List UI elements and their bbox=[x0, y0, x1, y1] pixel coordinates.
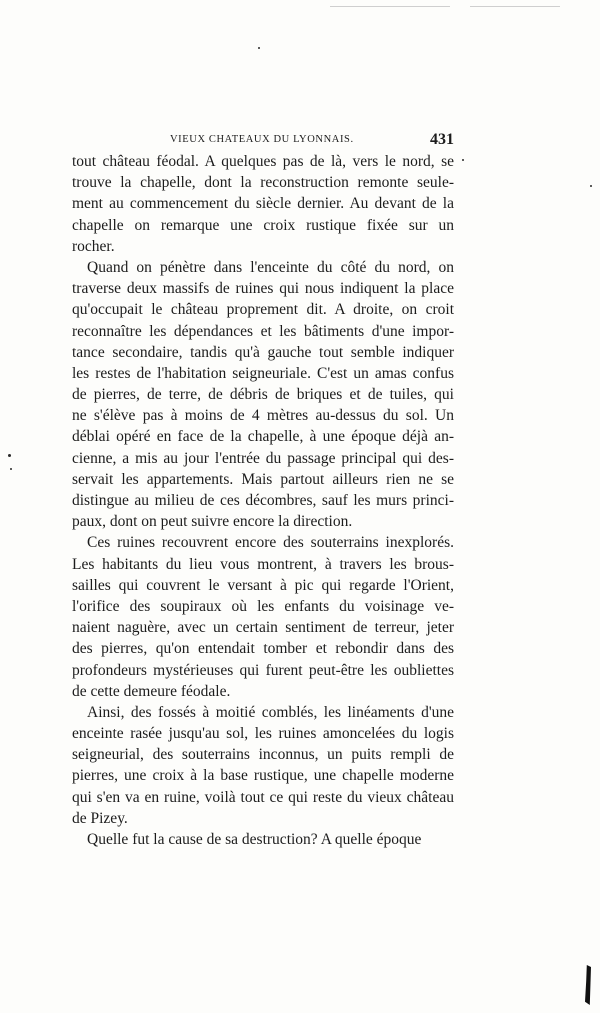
text-line: les restes de l'habitation seigneuriale. C'est un amas confus bbox=[72, 364, 454, 382]
text-line: reconnaître les dépendances et les bâtiments d'une impor- bbox=[72, 322, 454, 340]
text-line: Quand on pénètre dans l'enceinte du côté du nord, on bbox=[87, 258, 454, 276]
text-line: servait les appartements. Mais partout ailleurs rien ne se bbox=[72, 470, 454, 488]
scan-edge-mark bbox=[585, 965, 591, 1005]
text-line: de Pizey. bbox=[72, 809, 128, 827]
scan-speck bbox=[462, 159, 464, 161]
text-line: de cette demeure féodale. bbox=[72, 682, 231, 700]
text-line: ment au commencement du siècle dernier. Au devant de la bbox=[72, 195, 454, 213]
text-line: qu'occupait le château proprement dit. A droite, on croit bbox=[72, 301, 454, 319]
text-line: de pierres, de terre, de débris de briques et de tuiles, qui bbox=[72, 386, 454, 404]
text-line: pierres, une croix à la base rustique, une chapelle moderne bbox=[72, 767, 454, 785]
text-line: Les habitants du lieu vous montrent, à travers les brous- bbox=[72, 555, 454, 573]
scan-top-rule bbox=[330, 6, 450, 7]
text-line: l'orifice des soupiraux où les enfants du voisinage ve- bbox=[72, 597, 454, 615]
page-number: 431 bbox=[430, 131, 454, 148]
text-line: tance secondaire, tandis qu'à gauche tout semble indiquer bbox=[72, 343, 454, 361]
text-line: trouve la chapelle, dont la reconstruction remonte seule- bbox=[72, 174, 454, 192]
paragraph bbox=[72, 257, 454, 532]
text-line: profondeurs mystérieuses qui furent peut-être les oubliettes bbox=[72, 661, 454, 679]
text-line: seigneurial, des souterrains inconnus, un puits rempli de bbox=[72, 746, 454, 764]
text-line: tout château féodal. A quelques pas de là, vers le nord, se bbox=[72, 153, 454, 170]
text-line: traverse deux massifs de ruines qui nous indiquent la place bbox=[72, 280, 454, 298]
body-text bbox=[72, 151, 454, 850]
text-line: sailles qui couvrent le versant à pic qui regarde l'Orient, bbox=[72, 576, 454, 594]
text-line: ne s'élève pas à moins de 4 mètres au-dessus du sol. Un bbox=[72, 407, 454, 425]
text-line: Quelle fut la cause de sa destruction? A quelle époque bbox=[87, 831, 422, 848]
text-line: Ces ruines recouvrent encore des souterrains inexplorés. bbox=[87, 534, 454, 552]
text-line: rocher. bbox=[72, 237, 115, 255]
text-line: naient naguère, avec un certain sentiment de terreur, jeter bbox=[72, 619, 454, 637]
text-line: cienne, a mis au jour l'entrée du passage principal qui des- bbox=[72, 449, 454, 467]
scan-speck bbox=[8, 454, 11, 457]
running-title: VIEUX CHATEAUX DU LYONNAIS. bbox=[170, 134, 354, 145]
scan-speck bbox=[258, 47, 260, 49]
text-line: paux, dont on peut suivre encore la direction. bbox=[72, 513, 353, 531]
page-header bbox=[72, 131, 454, 150]
paragraph bbox=[72, 829, 454, 850]
text-line: distingue au milieu de ces décombres, sauf les murs princi- bbox=[72, 492, 454, 509]
text-line: enceinte rasée jusqu'au sol, les ruines amoncelées du logis bbox=[72, 725, 454, 743]
text-line: chapelle on remarque une croix rustique fixée sur un bbox=[72, 216, 454, 234]
text-line: déblai opéré en face de la chapelle, à une époque déjà an- bbox=[72, 428, 454, 446]
scan-speck bbox=[10, 468, 12, 470]
text-line: des pierres, qu'on entendait tomber et rebondir dans des bbox=[72, 640, 454, 658]
scan-top-rule bbox=[470, 6, 560, 7]
paragraph bbox=[72, 532, 454, 702]
scan-speck bbox=[590, 185, 592, 187]
text-line: Ainsi, des fossés à moitié comblés, les linéaments d'une bbox=[87, 703, 454, 721]
text-line: qui s'en va en ruine, voilà tout ce qui reste du vieux château bbox=[72, 788, 454, 806]
paragraph bbox=[72, 702, 454, 829]
paragraph bbox=[72, 151, 454, 257]
